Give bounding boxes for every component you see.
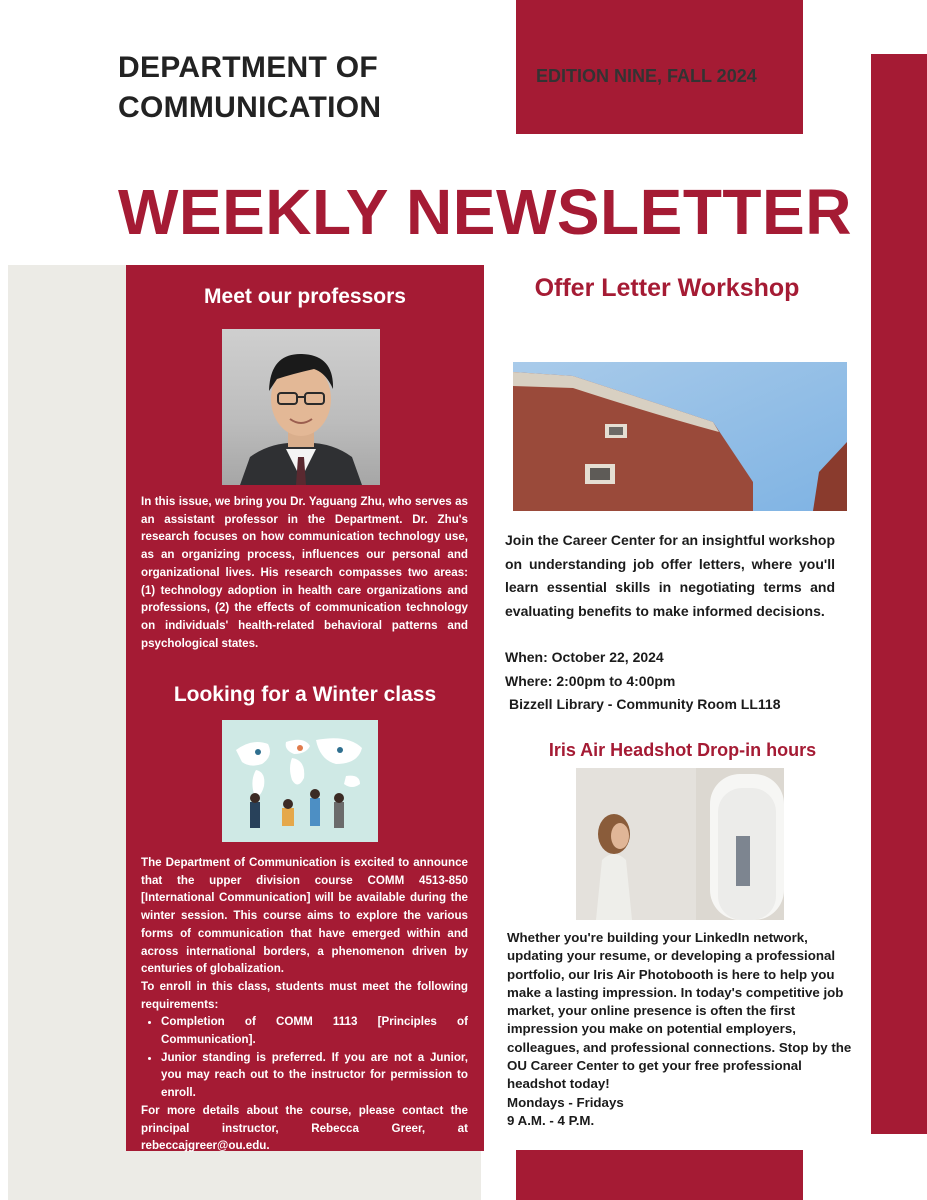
winter-heading: Looking for a Winter class <box>173 683 437 706</box>
professor-bio-text: In this issue, we bring you Dr. Yaguang Zhu, who serves as an assistant professor in the Department. Dr. Zhu's research focuses on how communication technology use, as an organizing process, influences our personal and organizational lives. His research compasses two areas: (1) technology adoption in health care organizations and professions, (2) the effects of communication technology on individuals' health-related behavioral patterns and psychological states. <box>141 495 468 650</box>
iris-headshot-title: Iris Air Headshot Drop-in hours <box>548 740 817 760</box>
professor-portrait-icon <box>222 329 380 485</box>
winter-intro: The Department of Communication is excited to announce that the upper division course COMM 4513-850 [International Communication] will be available during the winter session. This course aims to explore the various forms of communication that have emerged within and across international borders, a phenomenon driven by centuries of globalization. <box>141 856 468 976</box>
offer-location: Bizzell Library - Community Room LL118 <box>509 696 781 712</box>
requirement-item: • Junior standing is preferred. If you are not a Junior, you may reach out to the instructor for permission to enroll. <box>161 1049 468 1102</box>
offer-body: Join the Career Center for an insightful workshop on understanding job offer letters, where you'll learn essential skills in negotiating terms and evaluating benefits to make informed decisions. <box>505 532 835 619</box>
professors-heading: Meet our professors <box>204 285 406 308</box>
library-building-photo-icon <box>513 362 847 511</box>
edition-label: EDITION NINE, FALL 2024 <box>536 66 757 86</box>
offer-workshop-description <box>505 529 835 717</box>
offer-workshop-title: Offer Letter Workshop <box>534 274 800 302</box>
offer-when: When: October 22, 2024 <box>505 649 664 665</box>
right-accent-stripe <box>871 54 927 1134</box>
left-column <box>126 265 484 1151</box>
requirement-item: • Completion of COMM 1113 [Principles of Communication]. <box>161 1013 468 1048</box>
winter-course-description <box>141 854 468 1155</box>
photobooth-photo-icon <box>576 768 784 920</box>
winter-requirements-list <box>141 1013 468 1102</box>
iris-days: Mondays - Fridays <box>507 1094 624 1110</box>
newsletter-title: WEEKLY NEWSLETTER <box>118 176 852 248</box>
department-title: DEPARTMENT OF COMMUNICATION <box>118 51 382 124</box>
winter-contact: For more details about the course, please contact the principal instructor, Rebecca Greer, at rebeccajgreer@ou.edu. <box>141 1103 468 1153</box>
bottom-accent-block <box>516 1150 803 1200</box>
winter-requirements-intro: To enroll in this class, students must meet the following requirements: <box>141 979 468 1011</box>
world-map-illustration-icon <box>222 720 378 842</box>
edition-banner <box>516 0 803 134</box>
iris-hours: 9 A.M. - 4 P.M. <box>507 1112 595 1128</box>
professor-bio <box>141 493 468 652</box>
offer-where: Where: 2:00pm to 4:00pm <box>505 672 676 689</box>
iris-description <box>507 929 852 1130</box>
iris-body: Whether you're building your LinkedIn network, updating your resume, or developing a professional portfolio, our Iris Air Photobooth is here to help you make a lasting impression. In today's competitive job market, your online presence is often the first impression you make on potential employers, colleagues, and professional connections. Stop by the OU Career Center to get your free professional headshot today! <box>507 930 852 1092</box>
